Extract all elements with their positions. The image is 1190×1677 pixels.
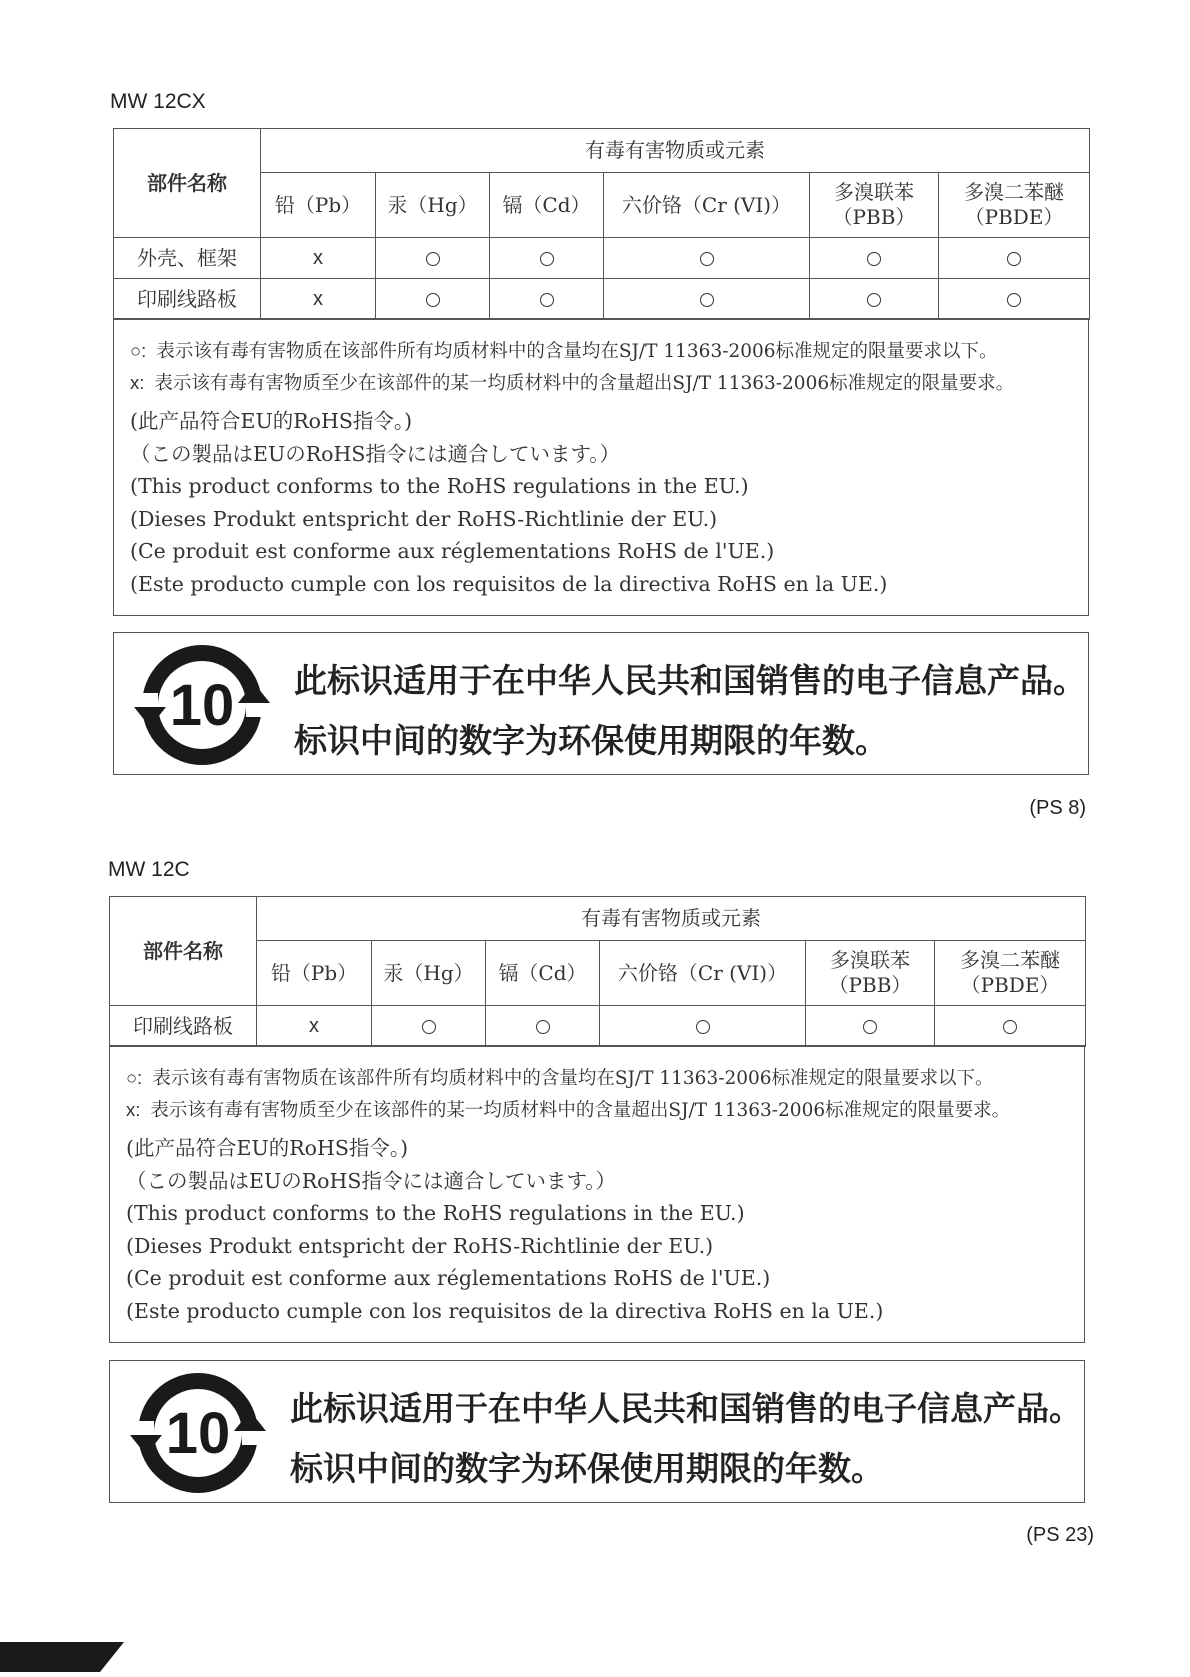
mark-cell [604, 279, 810, 320]
logo-text-line2: 标识中间的数字为环保使用期限的年数。 [294, 721, 888, 760]
mark-cell [490, 279, 604, 320]
table-row [114, 279, 1090, 320]
statement-en: (This product conforms to the RoHS regulations in the EU.) [126, 1201, 745, 1225]
mark-cell [939, 238, 1090, 279]
mark-circle [696, 1020, 710, 1034]
statement-ja: （この製品はEUのRoHS指令には適合しています。） [126, 1168, 617, 1193]
column-header-pbb: 多溴联苯 （PBB） [810, 173, 939, 238]
mark-cell [604, 238, 810, 279]
mark-circle [1003, 1020, 1017, 1034]
column-header-cr6: 六价铬（Cr (VI)） [600, 941, 806, 1006]
column-header-pbde: 多溴二苯醚 （PBDE） [939, 173, 1090, 238]
mark-cell [376, 279, 490, 320]
rohs-table [109, 896, 1086, 1047]
logo-text-line1: 此标识适用于在中华人民共和国销售的电子信息产品。 [294, 661, 1086, 700]
statement-fr: (Ce produit est conforme aux réglementations RoHS de l'UE.) [126, 1266, 771, 1290]
epup-logo-box [109, 1360, 1085, 1503]
mark-cell [372, 1006, 486, 1047]
column-header-pbde: 多溴二苯醚 （PBDE） [935, 941, 1086, 1006]
part-name-header: 部件名称 [114, 129, 261, 238]
statement-de: (Dieses Produkt entspricht der RoHS-Richtlinie der EU.) [130, 506, 718, 531]
mark-cell [257, 1006, 372, 1047]
statement-es: (Este producto cumple con los requisitos de la directiva RoHS en la UE.) [130, 571, 888, 596]
mark-x: x [313, 247, 323, 269]
mark-circle [700, 252, 714, 266]
column-header-cr6: 六价铬（Cr (VI)） [604, 173, 810, 238]
mark-circle [536, 1020, 550, 1034]
note-o: ○: 表示该有毒有害物质在该部件所有均质材料中的含量均在SJ/T 11363-2006标准规定的限量要求以下。 [126, 1067, 994, 1089]
logo-text-line1: 此标识适用于在中华人民共和国销售的电子信息产品。 [290, 1389, 1082, 1428]
mark-cell [810, 279, 939, 320]
note-o: ○: 表示该有毒有害物质在该部件所有均质材料中的含量均在SJ/T 11363-2006标准规定的限量要求以下。 [130, 340, 998, 362]
statement-en: (This product conforms to the RoHS regulations in the EU.) [130, 474, 749, 498]
epup-10-year-recycle-icon [132, 643, 272, 767]
mark-circle [863, 1020, 877, 1034]
statement-zh: (此产品符合EU的RoHS指令。) [126, 1136, 409, 1160]
rohs-notes [109, 1045, 1085, 1343]
mark-cell [935, 1006, 1086, 1047]
note-x: x: 表示该有毒有害物质至少在该部件的某一均质材料中的含量超出SJ/T 11363-2006标准规定的限量要求。 [126, 1099, 1011, 1121]
mark-circle [1007, 293, 1021, 307]
column-header-pbb: 多溴联苯 （PBB） [806, 941, 935, 1006]
mark-circle [867, 293, 881, 307]
mark-circle [1007, 252, 1021, 266]
mark-circle [426, 293, 440, 307]
logo-number: 10 [165, 1401, 231, 1466]
part-name-cell: 外壳、框架 [114, 238, 261, 279]
mark-circle [540, 293, 554, 307]
part-name-header: 部件名称 [110, 897, 257, 1006]
mark-circle [700, 293, 714, 307]
epup-10-year-recycle-icon [128, 1371, 268, 1495]
mark-circle [426, 252, 440, 266]
mark-cell [806, 1006, 935, 1047]
statement-fr: (Ce produit est conforme aux réglementations RoHS de l'UE.) [130, 539, 775, 563]
logo-number: 10 [169, 673, 235, 738]
mark-circle [867, 252, 881, 266]
mark-cell [376, 238, 490, 279]
mark-cell [261, 238, 376, 279]
mark-x: x [309, 1015, 319, 1037]
column-header-pb: 铅（Pb） [261, 173, 376, 238]
column-header-cd: 镉（Cd） [486, 941, 600, 1006]
substance-group-header: 有毒有害物质或元素 [261, 129, 1090, 173]
rohs-notes [113, 318, 1089, 616]
statement-de: (Dieses Produkt entspricht der RoHS-Richtlinie der EU.) [126, 1233, 714, 1258]
mark-circle [422, 1020, 436, 1034]
statement-ja: （この製品はEUのRoHS指令には適合しています。） [130, 441, 621, 466]
table-row [114, 238, 1090, 279]
epup-logo-box [113, 632, 1089, 775]
model-name: MW 12C [108, 858, 190, 881]
logo-text-line2: 标识中间的数字为环保使用期限的年数。 [290, 1449, 884, 1488]
statement-zh: (此产品符合EU的RoHS指令。) [130, 409, 413, 433]
mark-cell [810, 238, 939, 279]
substance-group-header: 有毒有害物质或元素 [257, 897, 1086, 941]
page-reference: (PS 23) [1026, 1524, 1094, 1546]
page-corner-bar [0, 1642, 124, 1672]
column-header-cd: 镉（Cd） [490, 173, 604, 238]
page-reference: (PS 8) [1029, 797, 1086, 819]
mark-cell [261, 279, 376, 320]
part-name-cell: 印刷线路板 [110, 1006, 257, 1047]
mark-circle [540, 252, 554, 266]
part-name-cell: 印刷线路板 [114, 279, 261, 320]
column-header-hg: 汞（Hg） [372, 941, 486, 1006]
mark-cell [486, 1006, 600, 1047]
rohs-table [113, 128, 1090, 320]
statement-es: (Este producto cumple con los requisitos de la directiva RoHS en la UE.) [126, 1298, 884, 1323]
column-header-pb: 铅（Pb） [257, 941, 372, 1006]
column-header-hg: 汞（Hg） [376, 173, 490, 238]
table-row [110, 1006, 1086, 1047]
model-name: MW 12CX [110, 90, 206, 113]
mark-x: x [313, 288, 323, 310]
mark-cell [490, 238, 604, 279]
note-x: x: 表示该有毒有害物质至少在该部件的某一均质材料中的含量超出SJ/T 11363-2006标准规定的限量要求。 [130, 372, 1015, 394]
mark-cell [939, 279, 1090, 320]
mark-cell [600, 1006, 806, 1047]
